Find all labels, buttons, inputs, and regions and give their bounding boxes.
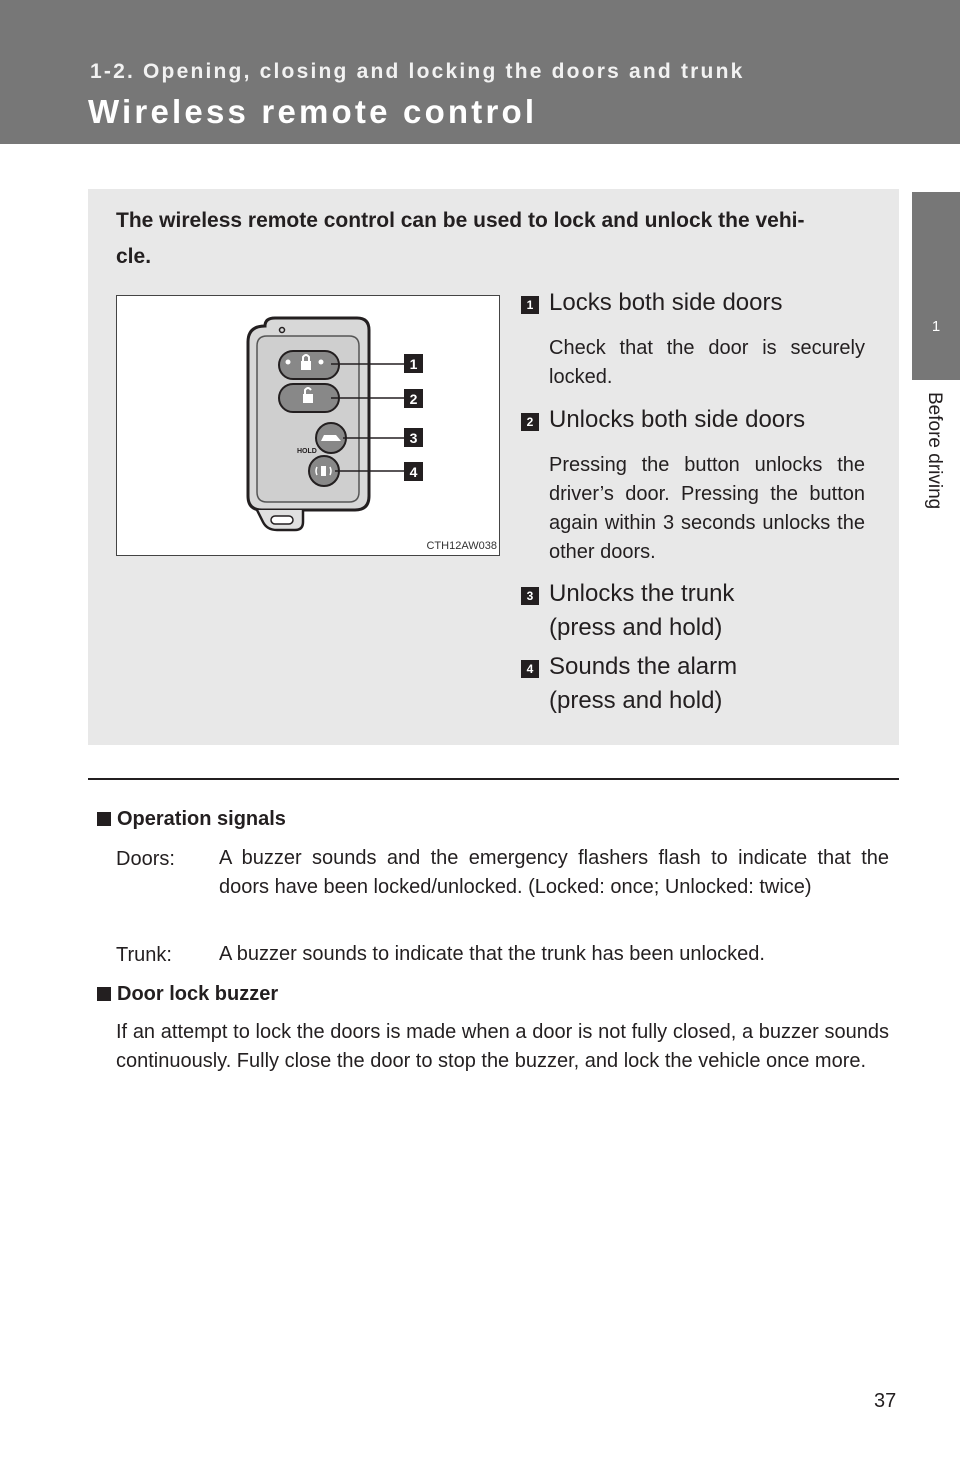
item-number-badge: 2 (521, 413, 539, 431)
section-divider (88, 778, 899, 780)
doors-label: Doors: (116, 848, 175, 870)
intro-line-2: cle. (116, 245, 152, 268)
callout-3: 3 (409, 430, 418, 446)
figure-id: CTH12AW038 (426, 540, 497, 552)
square-bullet-icon (97, 987, 111, 1001)
item-title-line-1: Unlocks the trunk (549, 580, 735, 607)
trunk-text: A buzzer sounds to indicate that the trunk has been unlocked. (219, 943, 765, 965)
key-fob-illustration (117, 296, 501, 557)
square-bullet-icon (97, 812, 111, 826)
item-title-line-2: (press and hold) (549, 614, 723, 641)
page-number: 37 (874, 1390, 897, 1412)
item-number-badge: 1 (521, 296, 539, 314)
item-title: Locks both side doors (549, 289, 783, 316)
callout-1: 1 (409, 356, 418, 372)
item-title-line-1: Sounds the alarm (549, 653, 738, 680)
callout-2: 2 (409, 391, 418, 407)
door-lock-buzzer-heading (97, 983, 278, 1006)
item-number-badge: 3 (521, 587, 539, 605)
item-title: Unlocks both side doors (549, 406, 806, 433)
chapter-number: 1 (931, 318, 941, 335)
chapter-label: Before driving (924, 392, 945, 510)
doors-text: A buzzer sounds and the emergency flashers flash to indicate that the doors have been locked/unlocked. (Locked: once; Unlocked: twice) (219, 847, 889, 898)
section-title: 1-2. Opening, closing and locking the doors and trunk (90, 60, 745, 83)
item-title-line-2: (press and hold) (549, 687, 723, 714)
page-title: Wireless remote control (88, 93, 538, 130)
heading-text: Operation signals (117, 808, 286, 830)
door-lock-buzzer-text: If an attempt to lock the doors is made when a door is not fully closed, a buzzer sounds continuously. Fully close the door to stop the buzzer, and lock the vehicle once more. (116, 1021, 889, 1072)
intro-text (116, 203, 876, 275)
item-description: Pressing the button unlocks the driver’s door. Pressing the button again within 3 seconds unlocks the other doors. (549, 454, 865, 563)
callout-4: 4 (409, 464, 418, 480)
chapter-tab (912, 192, 960, 380)
item-number-badge: 4 (521, 660, 539, 678)
heading-text: Door lock buzzer (117, 983, 279, 1005)
hold-label: HOLD (297, 448, 317, 455)
remote-control-figure (116, 295, 500, 556)
trunk-label: Trunk: (116, 944, 172, 966)
page-header (0, 0, 960, 144)
intro-line-1: The wireless remote control can be used to lock and unlock the vehi- (116, 209, 805, 232)
item-description: Check that the door is securely locked. (549, 337, 865, 388)
operation-signals-heading (97, 808, 286, 831)
